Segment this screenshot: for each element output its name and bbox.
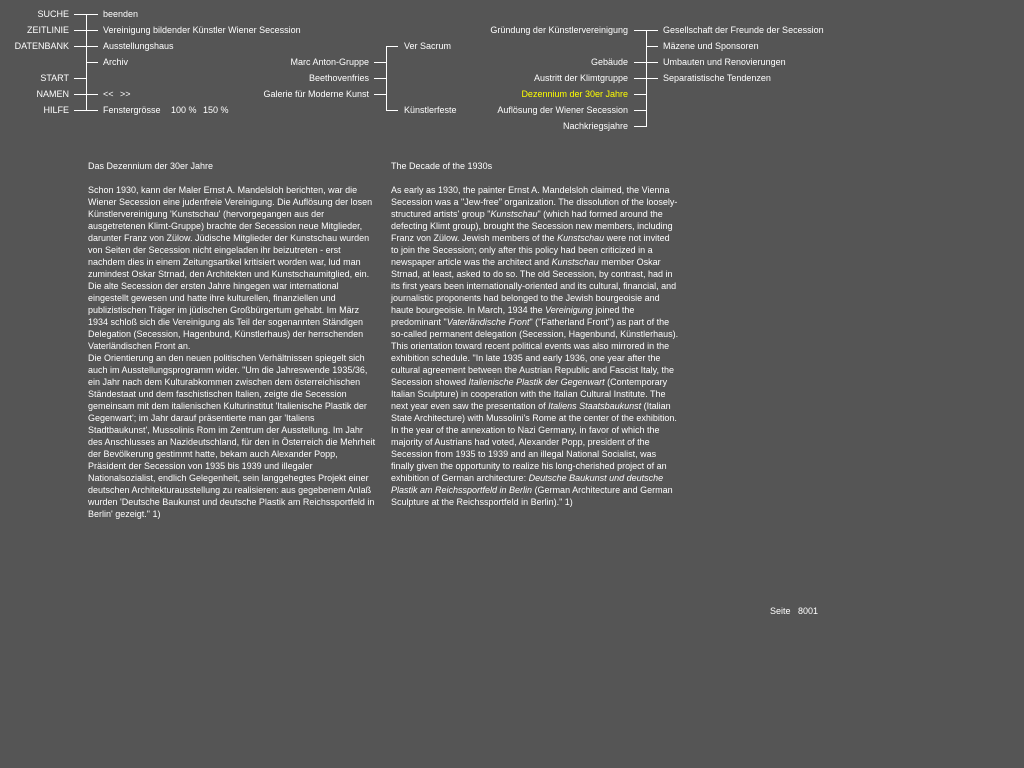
page-number: 8001: [798, 606, 819, 616]
gruendung-link[interactable]: Gründung der Künstlervereinigung: [490, 25, 628, 35]
nav-zeitlinie[interactable]: ZEITLINIE: [26, 25, 69, 35]
ausstellungshaus-link[interactable]: Ausstellungshaus: [103, 41, 174, 51]
nav-start[interactable]: START: [40, 73, 69, 83]
vereinigung-link[interactable]: Vereinigung bildender Künstler Wiener Secession: [103, 25, 301, 35]
marc-anton-gruppe-link[interactable]: Marc Anton-Gruppe: [290, 57, 369, 67]
tree1-hline-right-2: [86, 30, 98, 31]
tree2-hline-right-1: [386, 46, 398, 47]
separatistische-link[interactable]: Separatistische Tendenzen: [663, 73, 771, 83]
aufloesung-link[interactable]: Auflösung der Wiener Secession: [497, 105, 628, 115]
ver-sacrum-link[interactable]: Ver Sacrum: [404, 41, 452, 51]
tree2-hline-right-2: [386, 110, 398, 111]
german-body: [88, 184, 376, 520]
tree1-hline-left-start: [74, 78, 87, 79]
next-button[interactable]: >>: [120, 89, 131, 99]
tree2-hline-left-1: [374, 62, 387, 63]
tree3-hline-left-6: [634, 126, 647, 127]
tree3-hline-right-2: [646, 46, 658, 47]
tree1-hline-right-5: [86, 94, 98, 95]
tree1-hline-right-3: [86, 46, 98, 47]
english-body: [391, 184, 679, 508]
dezennium-link-active[interactable]: Dezennium der 30er Jahre: [521, 89, 628, 99]
nachkriegsjahre-link[interactable]: Nachkriegsjahre: [562, 121, 628, 131]
german-title: Das Dezennium der 30er Jahre: [88, 161, 214, 171]
gesellschaft-link[interactable]: Gesellschaft der Freunde der Secession: [663, 25, 824, 35]
german-paragraph-2: Die Orientierung an den neuen politischen Verhältnissen spiegelt sich auch im Ausstellungsprogramm wider. "Um die Jahreswende 1935/36, ein Jahr nach dem Kulturabkommen zwischen dem österreichischen Ständestaat und dem faschistischen Italien, zeigte die Secession gemeinsam mit dem italienischen Kulturinstitut 'Italienische Plastik der Gegenwart'; im Jahr darauf präsentierte man gar 'Italiens Stadtbaukunst', Mussolinis Rom im Zentrum der Ausstellung. Im Jahr des Anschlusses an Nazideutschland, für den in Österreich die Mehrheit der Bevölkerung gestimmt hatte, bekam auch Alexander Popp, Präsident der Secession von 1935 bis 1939 und illegaler Nationalsozialist, endlich Gelegenheit, sein langgehegtes Projekt einer deutschen Architekturausstellung zu realisieren: aus gegebenem Anlaß wurden 'Deutsche Baukunst und deutsche Plastik am Reichssportfeld in Berlin' gezeigt." 1): [88, 353, 376, 519]
nav-datenbank[interactable]: DATENBANK: [14, 41, 69, 51]
tree1-hline-right-1: [86, 14, 98, 15]
tree3-hline-left-4: [634, 94, 647, 95]
english-title: The Decade of the 1930s: [391, 161, 493, 171]
kuenstlerfeste-link[interactable]: Künstlerfeste: [404, 105, 457, 115]
gebaeude-link[interactable]: Gebäude: [590, 57, 628, 67]
fenstergroesse-label: Fenstergrösse: [103, 105, 161, 115]
zoom-150-button[interactable]: 150 %: [203, 105, 229, 115]
austritt-link[interactable]: Austritt der Klimtgruppe: [533, 73, 628, 83]
page-label: Seite: [770, 606, 791, 616]
nav-namen[interactable]: NAMEN: [36, 89, 69, 99]
prev-button[interactable]: <<: [103, 89, 114, 99]
umbauten-link[interactable]: Umbauten und Renovierungen: [663, 57, 786, 67]
maezene-link[interactable]: Mäzene und Sponsoren: [663, 41, 759, 51]
tree3-hline-left-5: [634, 110, 647, 111]
english-paragraph: As early as 1930, the painter Ernst A. Mandelsloh claimed, the Vienna Secession was a "Jew-free" organization. The dissolution of the loosely-structured artists' group "Kunstschau" (which had formed around the defecting Klimt group), brought the Secession new members, including Franz von Zülow. Jewish members of the Kunstschau were not invited to join the Secession; only after this policy had been criticized in a newspaper article was the architect and Kunstschau member Oskar Strnad, at least, asked to do so. The old Secession, by contrast, had in its first years been internationally-oriented and its cultural, financial, and journalistic proponents had belonged to the Jewish bourgeoisie and haute bourgeoisie. In March, 1934 the Vereinigung joined the predominant "Vaterländische Front" ("Fatherland Front") as part of the so-called permanent delegation (Secession, Hagenbund, Künstlerhaus). This orientation toward recent political events was also mirrored in the exhibition schedule. "In late 1935 and early 1936, one year after the cultural agreement between the Austrian Republic and Fascist Italy, the Secession showed Italienische Plastik der Gegenwart (Contemporary Italian Sculpture) in cooperation with the Italian Cultural Institute. The next year even saw the presentation of Italiens Staatsbaukunst (Italian State Architecture) with Mussolini's Rome at the center of the exhibition. In the year of the annexation to Nazi Germany, in favor of which the majority of Austrians had voted, Alexander Popp, president of the Secession from 1935 to 1939 and an illegal National Socialist, was finally given the opportunity to realize his long-cherished project of an exhibition of German architecture: Deutsche Baukunst und deutsche Plastik am Reichssportfeld in Berlin (German Architecture and German Sculpture at the Reichssportfeld in Berlin)." 1): [391, 185, 679, 507]
german-paragraph-1: Schon 1930, kann der Maler Ernst A. Mandelsloh berichten, war die Wiener Secession eine judenfreie Vereinigung. Die Auflösung der losen Künstlervereinigung 'Kunstschau' (hervorgegangen aus der ausgetretenen Klimt-Gruppe) brachte der Secession neue Mitglieder, darunter Franz von Zülow. Jüdische Mitglieder der Kunstschau wurden von Seiten der Secession nicht eingeladen ihr beizutreten - erst nachdem dies in einem Zeitungsartikel kritisiert worden war, lud man zumindest Oskar Strnad, den Architekten und Kunstschaumitglied, ein. Die alte Secession der ersten Jahre hingegen war international eingestellt gewesen und hatte ihre kulturellen, finanziellen und publizistischen Träger im jüdischen Großbürgertum gehabt. Im März 1934 schloß sich die Vereinigung als Teil der sogenannten Ständigen Delegation (Secession, Hagenbund, Künstlerhaus) der herrschenden Vaterländischen Front an.: [88, 185, 373, 351]
tree1-hline-right-4: [86, 62, 98, 63]
zoom-100-button[interactable]: 100 %: [171, 105, 197, 115]
tree2-hline-left-3: [374, 94, 387, 95]
tree3-hline-right-3: [646, 62, 658, 63]
nav-suche[interactable]: SUCHE: [37, 9, 69, 19]
archiv-link[interactable]: Archiv: [103, 57, 129, 67]
tree1-hline-right-6: [86, 110, 98, 111]
tree3-hline-right-4: [646, 78, 658, 79]
galerie-link[interactable]: Galerie für Moderne Kunst: [263, 89, 369, 99]
tree2-hline-left-2: [374, 78, 387, 79]
nav-hilfe[interactable]: HILFE: [43, 105, 69, 115]
beenden-link[interactable]: beenden: [103, 9, 139, 19]
tree3-hline-right-1: [646, 30, 658, 31]
beethovenfries-link[interactable]: Beethovenfries: [308, 73, 369, 83]
